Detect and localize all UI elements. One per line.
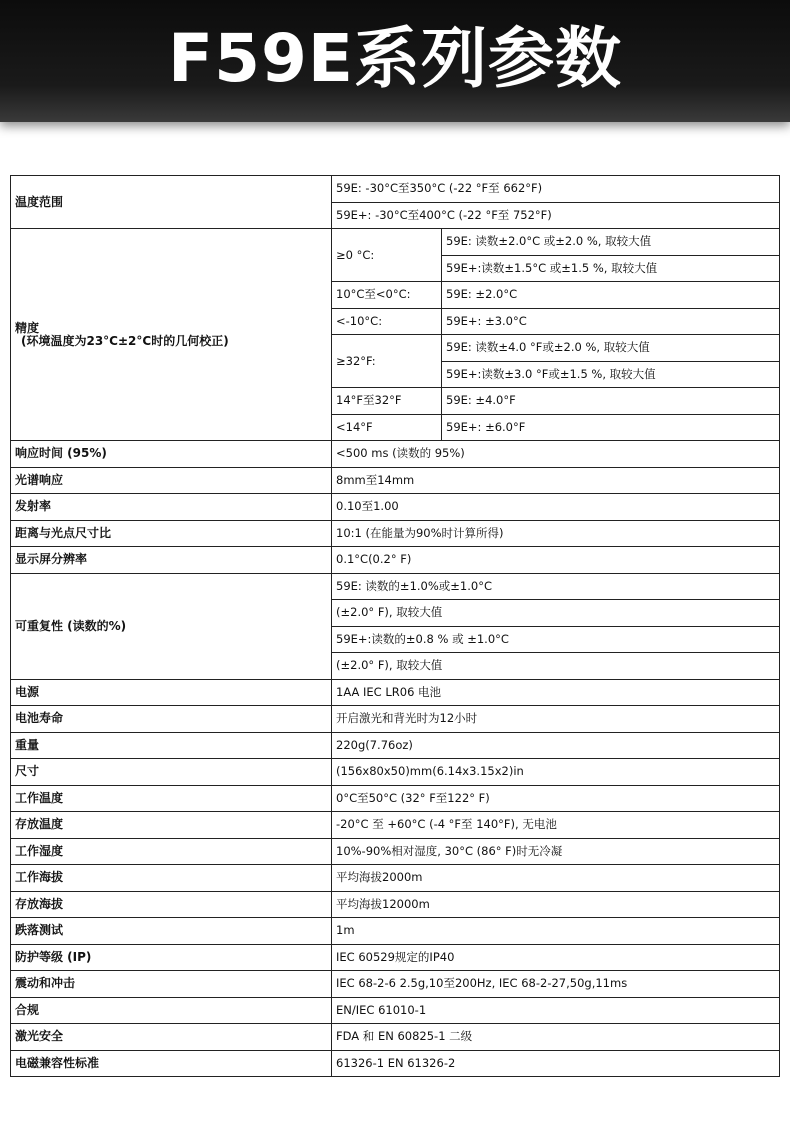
spec-value: 59E+:读数的±0.8 % 或 ±1.0°C: [332, 626, 780, 653]
spec-value: 0.1°C(0.2° F): [332, 547, 780, 574]
table-row: [11, 971, 780, 998]
table-row: [11, 865, 780, 892]
spec-value: 59E: 读数±2.0°C 或±2.0 %, 取较大值: [442, 229, 780, 256]
table-row: [11, 547, 780, 574]
page-title: F59E系列参数: [167, 20, 622, 97]
table-row: [11, 732, 780, 759]
accuracy-range: 14°F至32°F: [332, 388, 442, 415]
spec-value: 0.10至1.00: [332, 494, 780, 521]
table-row: [11, 944, 780, 971]
table-row: [11, 573, 780, 600]
spec-value: (156x80x50)mm(6.14x3.15x2)in: [332, 759, 780, 786]
table-row: [11, 812, 780, 839]
accuracy-range: ≥32°F:: [332, 335, 442, 388]
spec-value: IEC 68-2-6 2.5g,10至200Hz, IEC 68-2-27,50g,11ms: [332, 971, 780, 998]
spec-label: 电磁兼容性标准: [11, 1050, 332, 1077]
accuracy-range: 10°C至<0°C:: [332, 282, 442, 309]
spec-value: FDA 和 EN 60825-1 二级: [332, 1024, 780, 1051]
table-row: [11, 706, 780, 733]
accuracy-range: <-10°C:: [332, 308, 442, 335]
spec-label: 激光安全: [11, 1024, 332, 1051]
spec-value: 59E+: ±3.0°C: [442, 308, 780, 335]
spec-value: 59E: ±4.0°F: [442, 388, 780, 415]
spec-label: 存放温度: [11, 812, 332, 839]
spec-label: 电池寿命: [11, 706, 332, 733]
spec-label: 工作湿度: [11, 838, 332, 865]
spec-value: 开启激光和背光时为12小时: [332, 706, 780, 733]
table-row: [11, 759, 780, 786]
simple-rows: [11, 679, 780, 1077]
spec-label: 工作温度: [11, 785, 332, 812]
spec-label: 重量: [11, 732, 332, 759]
table-row: [11, 918, 780, 945]
table-row: [11, 467, 780, 494]
table-row: [11, 1050, 780, 1077]
spec-label: 距离与光点尺寸比: [11, 520, 332, 547]
spec-value: (±2.0° F), 取较大值: [332, 600, 780, 627]
spec-label: 存放海拔: [11, 891, 332, 918]
spec-table: [10, 175, 780, 1077]
spec-value: 59E: 读数的±1.0%或±1.0°C: [332, 573, 780, 600]
spec-value: 59E: 读数±4.0 °F或±2.0 %, 取较大值: [442, 335, 780, 362]
spec-label-temp-range: 温度范围: [11, 176, 332, 229]
table-row: [11, 441, 780, 468]
spec-label: 防护等级 (IP): [11, 944, 332, 971]
spec-value: -20°C 至 +60°C (-4 °F至 140°F), 无电池: [332, 812, 780, 839]
title-banner: [0, 0, 790, 122]
spec-value: 59E+: ±6.0°F: [442, 414, 780, 441]
table-row: [11, 679, 780, 706]
spec-label: 响应时间 (95%): [11, 441, 332, 468]
accuracy-range: <14°F: [332, 414, 442, 441]
spec-value: 10%-90%相对湿度, 30°C (86° F)时无冷凝: [332, 838, 780, 865]
spec-value: 1AA IEC LR06 电池: [332, 679, 780, 706]
table-row: [11, 891, 780, 918]
table-row: [11, 494, 780, 521]
spec-value: 59E+:读数±1.5°C 或±1.5 %, 取较大值: [442, 255, 780, 282]
spec-value: 59E: -30°C至350°C (-22 °F至 662°F): [332, 176, 780, 203]
spec-label: 合规: [11, 997, 332, 1024]
spec-value: 0°C至50°C (32° F至122° F): [332, 785, 780, 812]
table-row: [11, 520, 780, 547]
accuracy-label: 精度: [15, 320, 40, 335]
table-row: [11, 785, 780, 812]
spec-label: 震动和冲击: [11, 971, 332, 998]
table-row: [11, 997, 780, 1024]
spec-value: 平均海拔12000m: [332, 891, 780, 918]
table-row: [11, 1024, 780, 1051]
spec-label: 工作海拔: [11, 865, 332, 892]
spec-label: 发射率: [11, 494, 332, 521]
table-row: [11, 838, 780, 865]
spec-value: <500 ms (读数的 95%): [332, 441, 780, 468]
spec-value: 8mm至14mm: [332, 467, 780, 494]
spec-value: IEC 60529规定的IP40: [332, 944, 780, 971]
table-row: [11, 176, 780, 203]
spec-value: EN/IEC 61010-1: [332, 997, 780, 1024]
spec-label: 光谱响应: [11, 467, 332, 494]
spec-value: 59E+: -30°C至400°C (-22 °F至 752°F): [332, 202, 780, 229]
spec-label: 电源: [11, 679, 332, 706]
spec-label: 跌落测试: [11, 918, 332, 945]
spec-value: (±2.0° F), 取较大值: [332, 653, 780, 680]
spec-value: 平均海拔2000m: [332, 865, 780, 892]
spec-label-repeatability: 可重复性 (读数的%): [11, 573, 332, 679]
accuracy-range: ≥0 °C:: [332, 229, 442, 282]
spec-value: 10:1 (在能量为90%时计算所得): [332, 520, 780, 547]
spec-value: 61326-1 EN 61326-2: [332, 1050, 780, 1077]
spec-label-accuracy: [11, 229, 332, 441]
table-row: [11, 229, 780, 256]
spec-value: 220g(7.76oz): [332, 732, 780, 759]
spec-value: 59E+:读数±3.0 °F或±1.5 %, 取较大值: [442, 361, 780, 388]
accuracy-label-sub: (环境温度为23°C±2°C时的几何校正): [21, 333, 229, 348]
spec-label: 尺寸: [11, 759, 332, 786]
spec-value: 59E: ±2.0°C: [442, 282, 780, 309]
spec-value: 1m: [332, 918, 780, 945]
spec-label: 显示屏分辨率: [11, 547, 332, 574]
